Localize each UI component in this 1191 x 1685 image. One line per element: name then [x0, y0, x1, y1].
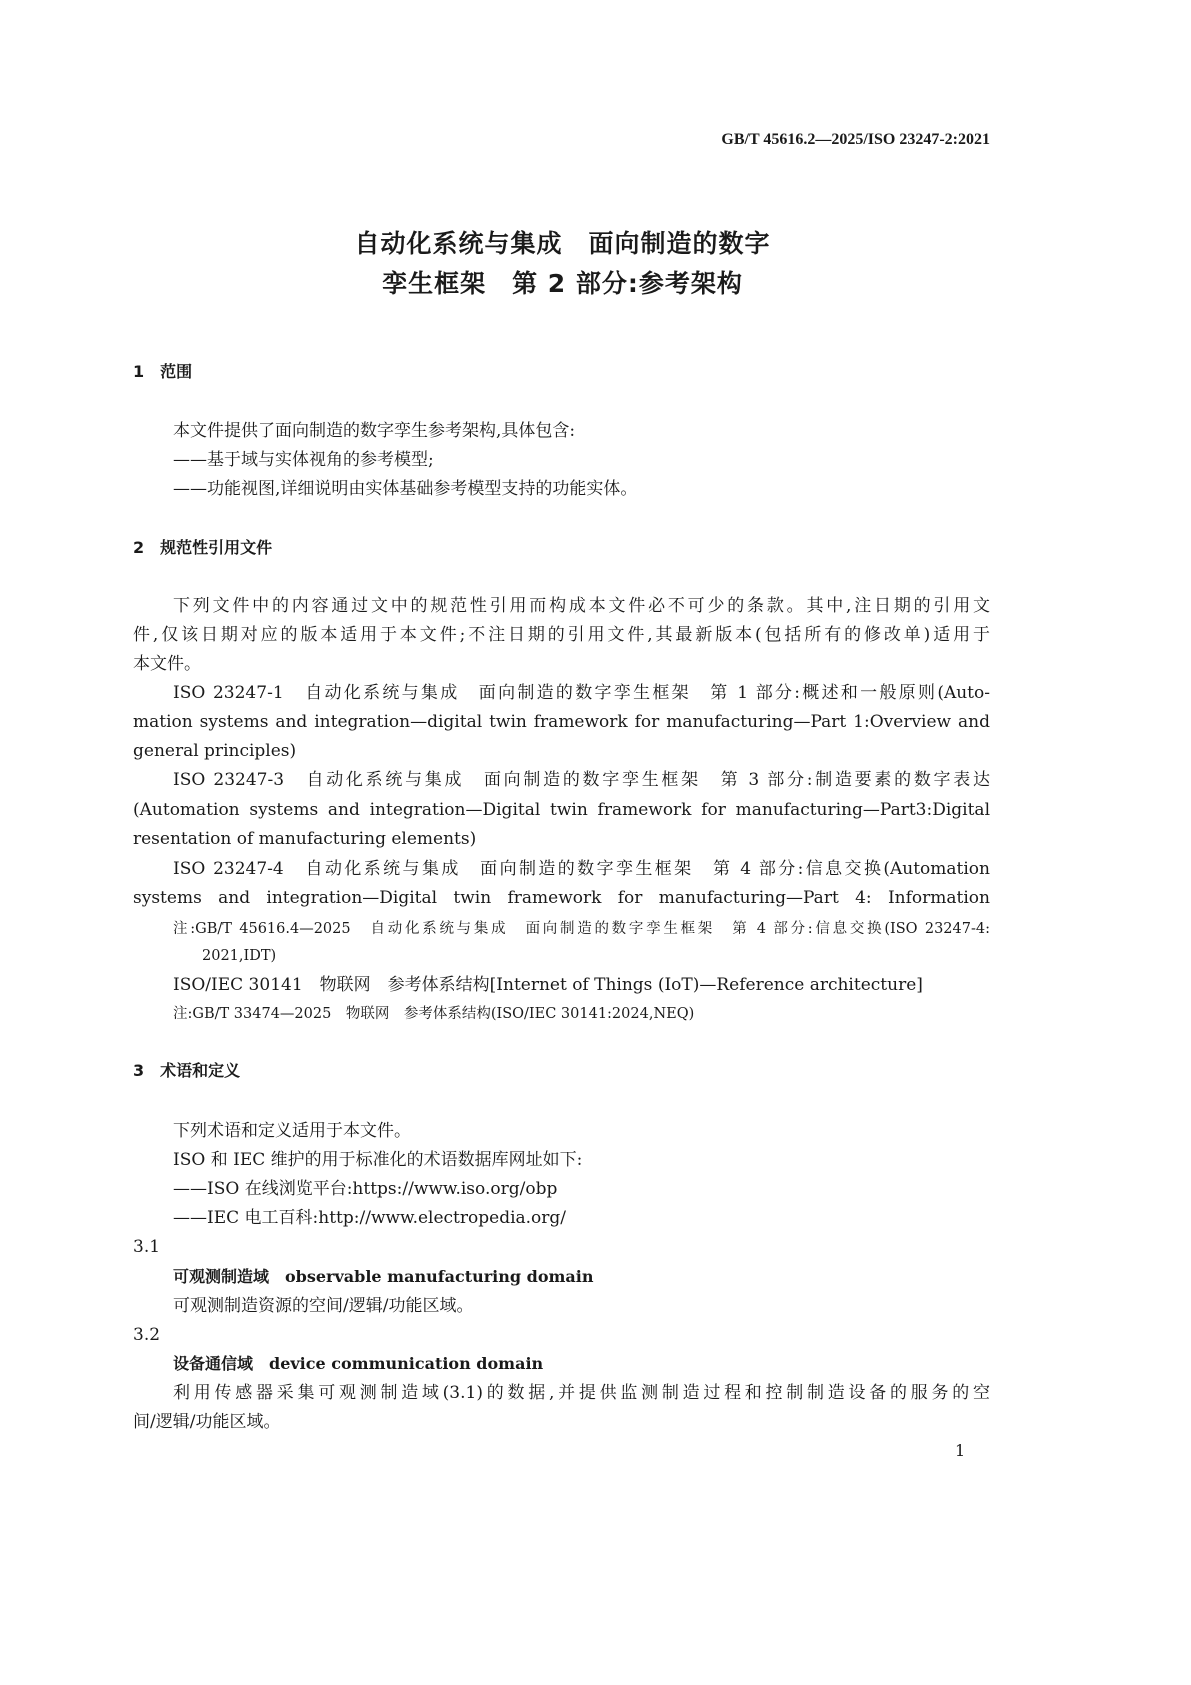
paragraph-line: 本文件。 — [133, 654, 201, 674]
term-definition: 间/逻辑/功能区域。 — [133, 1412, 281, 1432]
reference-entry: systems and integration—Digital twin framework for manufacturing—Part 4: Information — [133, 888, 990, 908]
list-item: ——IEC 电工百科:http://www.electropedia.org/ — [173, 1208, 567, 1228]
list-item: ——基于域与实体视角的参考模型; — [173, 450, 434, 470]
term-definition: 可观测制造资源的空间/逻辑/功能区域。 — [173, 1296, 474, 1316]
reference-entry: ISO/IEC 30141 物联网 参考体系结构[Internet of Things (IoT)—Reference architecture] — [173, 975, 923, 995]
term-title: 设备通信域 device communication domain — [173, 1354, 544, 1373]
reference-entry: resentation of manufacturing elements) — [133, 829, 477, 849]
document-title-line-2: 孪生框架 第 2 部分:参考架构 — [382, 269, 743, 298]
page-number: 1 — [955, 1441, 966, 1460]
paragraph-line: 下列文件中的内容通过文中的规范性引用而构成本文件必不可少的条款。其中,注日期的引用文 — [173, 596, 990, 616]
note: 注:GB/T 45616.4—2025 自动化系统与集成 面向制造的数字孪生框架 第 4 部分:信息交换(ISO 23247-4: — [173, 921, 990, 937]
term-title: 可观测制造域 observable manufacturing domain — [173, 1267, 594, 1286]
paragraph-line: 件,仅该日期对应的版本适用于本文件;不注日期的引用文件,其最新版本(包括所有的修改单)适用于 — [133, 625, 990, 645]
paragraph-line: 下列术语和定义适用于本文件。 — [173, 1121, 411, 1141]
term-number: 3.2 — [133, 1325, 161, 1345]
document-title-line-1: 自动化系统与集成 面向制造的数字 — [354, 229, 771, 258]
term-number: 3.1 — [133, 1237, 161, 1257]
note: 注:GB/T 33474—2025 物联网 参考体系结构(ISO/IEC 30141:2024,NEQ) — [173, 1006, 695, 1022]
list-item: ——功能视图,详细说明由实体基础参考模型支持的功能实体。 — [173, 479, 638, 499]
section-heading: 2 规范性引用文件 — [133, 538, 273, 557]
reference-entry: ISO 23247-3 自动化系统与集成 面向制造的数字孪生框架 第 3 部分:制造要素的数字表达 — [173, 770, 990, 790]
reference-entry: (Automation systems and integration—Digital twin framework for manufacturing—Part3:Digital — [133, 800, 990, 820]
note: 2021,IDT) — [202, 948, 277, 964]
reference-entry: ISO 23247-1 自动化系统与集成 面向制造的数字孪生框架 第 1 部分:概述和一般原则(Auto- — [173, 683, 990, 703]
section-heading: 3 术语和定义 — [133, 1061, 241, 1080]
term-definition: 利用传感器采集可观测制造域(3.1)的数据,并提供监测制造过程和控制制造设备的服务的空 — [173, 1383, 990, 1403]
reference-entry: general principles) — [133, 741, 297, 761]
section-heading: 1 范围 — [133, 362, 193, 381]
document-header: GB/T 45616.2—2025/ISO 23247-2:2021 — [721, 131, 990, 148]
reference-entry: mation systems and integration—digital twin framework for manufacturing—Part 1:Overview and — [133, 712, 990, 732]
list-item: ——ISO 在线浏览平台:https://www.iso.org/obp — [173, 1179, 558, 1199]
paragraph-line: ISO 和 IEC 维护的用于标准化的术语数据库网址如下: — [173, 1150, 583, 1170]
reference-entry: ISO 23247-4 自动化系统与集成 面向制造的数字孪生框架 第 4 部分:信息交换(Automation — [173, 859, 990, 879]
paragraph-line: 本文件提供了面向制造的数字孪生参考架构,具体包含: — [173, 421, 576, 441]
